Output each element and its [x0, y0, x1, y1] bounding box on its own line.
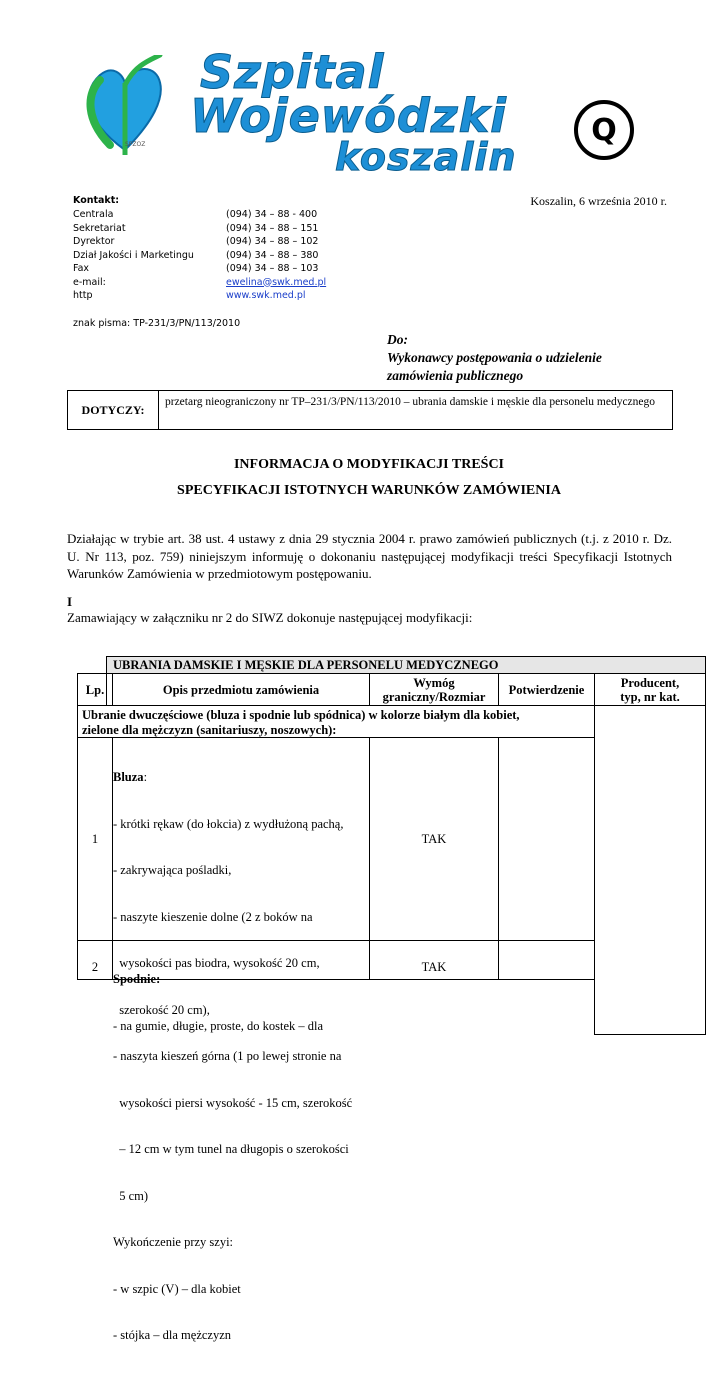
quality-mark-icon	[574, 100, 634, 160]
producer-cell	[594, 705, 706, 1035]
contact-value: (094) 34 – 88 – 151	[226, 222, 319, 234]
header-description	[112, 673, 370, 706]
group-row	[77, 705, 595, 738]
logo-line-1: Szpital	[200, 45, 385, 99]
contact-label: Sekretariat	[73, 222, 126, 234]
row-2-requirement-text: TAK	[421, 960, 447, 974]
contact-label: Centrala	[73, 209, 114, 220]
contact-row	[73, 249, 353, 262]
header-requirement	[369, 673, 499, 706]
header-confirmation-text: Potwierdzenie	[508, 682, 585, 697]
contact-row	[73, 208, 353, 221]
row-1-line: - krótki rękaw (do łokcia) z wydłużoną pachą,	[113, 816, 344, 831]
row-2-lp-text: 2	[91, 960, 99, 974]
row-1-line: – 12 cm w tym tunel na długopis o szerokości	[113, 1142, 349, 1156]
group-row-line-1: Ubranie dwuczęściowe (bluza i spodnie lub spódnica) w kolorze białym dla kobiet,	[82, 708, 520, 722]
contact-title: Kontakt:	[73, 195, 120, 206]
regarding-text: przetarg nieograniczony nr TP–231/3/PN/113/2010 – ubrania damskie i męskie dla personelu medycznego	[165, 396, 656, 408]
row-1-line: 5 cm)	[113, 1188, 149, 1203]
contact-label: Fax	[73, 263, 90, 274]
contact-row	[73, 289, 353, 302]
group-row-line-2: zielone dla mężczyzn (sanitariuszy, noszowych):	[82, 723, 337, 737]
row-1-title: Bluza	[113, 770, 144, 784]
website-link[interactable]: www.swk.med.pl	[226, 290, 306, 301]
row-1-line: - zakrywająca pośladki,	[113, 863, 232, 877]
row-1-line: szerokość 20 cm),	[113, 1002, 210, 1017]
logo-line-2: Wojewódzki	[190, 89, 507, 143]
logo-line-3: koszalin	[335, 135, 517, 179]
row-1-lp	[77, 737, 113, 941]
row-1-line: - naszyte kieszenie dolne (2 z boków na	[113, 909, 313, 924]
logo-badge: SPZOZ	[125, 141, 146, 148]
letter-date: Koszalin, 6 września 2010 r.	[530, 194, 667, 208]
header-confirmation	[498, 673, 595, 706]
row-2-line: - na gumie, długie, proste, do kostek – dla	[113, 1018, 324, 1033]
row-1-confirmation	[498, 737, 595, 941]
row-2-confirmation	[498, 940, 595, 980]
contact-value: (094) 34 – 88 – 103	[226, 263, 319, 274]
intro-paragraph: Działając w trybie art. 38 ust. 4 ustawy z dnia 29 stycznia 2004 r. prawo zamówień publicznych (t.j. z 2010 r. Dz. U. Nr 113, poz. 759) niniejszym informuję o dokonaniu następującej modyfikacji treści Specyfikacji Istotnych Warunków Zamówienia w przedmiotowym postępowaniu.	[67, 531, 672, 581]
row-1-line: - stójka – dla mężczyzn	[113, 1328, 232, 1342]
regarding-label: DOTYCZY:	[68, 391, 159, 429]
contact-value: (094) 34 – 88 - 400	[226, 209, 318, 220]
items-table	[82, 656, 706, 1342]
document-title-line-1: INFORMACJA O MODYFIKACJI TREŚCI	[233, 457, 505, 472]
contact-label: Dyrektor	[73, 236, 115, 247]
row-1-line: Wykończenie przy szyi:	[113, 1235, 234, 1249]
row-1-title-suffix: :	[143, 770, 148, 784]
contact-row	[73, 262, 353, 275]
contact-row	[73, 235, 353, 248]
hospital-logo	[80, 45, 650, 185]
header-producer-line-1: Producent,	[620, 675, 680, 690]
recipient-line-3: zamówienia publicznego	[387, 368, 524, 383]
row-1-line: wysokości piersi wysokość - 15 cm, szerokość	[113, 1095, 353, 1110]
contact-label: e-mail:	[73, 276, 106, 288]
contact-value: (094) 34 – 88 – 102	[226, 236, 319, 247]
row-2-lp	[77, 940, 113, 980]
header-producer	[594, 673, 706, 706]
row-1-line: - w szpic (V) – dla kobiet	[113, 1281, 241, 1296]
section-text: Zamawiający w załączniku nr 2 do SIWZ dokonuje następującej modyfikacji:	[67, 610, 473, 625]
table-caption	[106, 656, 706, 674]
header-lp-text: Lp.	[85, 682, 105, 697]
email-link[interactable]: ewelina@swk.med.pl	[226, 276, 327, 288]
row-2-title: Spodnie:	[113, 972, 161, 986]
row-1-requirement-text: TAK	[421, 831, 447, 846]
document-title-line-2: SPECYFIKACJI ISTOTNYCH WARUNKÓW ZAMÓWIENIA	[177, 483, 561, 498]
contact-block	[73, 194, 353, 304]
regarding-table	[67, 390, 673, 430]
reference-number: znak pisma: TP-231/3/PN/113/2010	[73, 318, 241, 329]
header-description-text: Opis przedmiotu zamówienia	[162, 682, 320, 697]
recipient-line-1: Do:	[387, 332, 408, 347]
contact-value: (094) 34 – 88 – 380	[226, 249, 319, 261]
row-2-requirement	[369, 940, 499, 980]
heart-leaf-icon	[80, 55, 170, 165]
contact-label: http	[73, 290, 93, 301]
header-lp	[77, 673, 113, 706]
section-number: I	[67, 594, 73, 609]
row-1-line: wysokości pas biodra, wysokość 20 cm,	[113, 956, 320, 970]
header-producer-line-2: typ, nr kat.	[620, 689, 680, 704]
recipient-line-2: Wykonawcy postępowania o udzielenie	[387, 350, 602, 365]
quality-mark-letter: Q	[591, 112, 617, 148]
row-1-requirement	[369, 737, 499, 941]
header-requirement-line-1: Wymóg	[413, 675, 455, 690]
contact-row	[73, 276, 353, 289]
recipient-block	[387, 331, 602, 385]
row-1-line: - naszyta kieszeń górna (1 po lewej stronie na	[113, 1049, 342, 1063]
row-1-lp-text: 1	[91, 831, 99, 846]
header-requirement-line-2: graniczny/Rozmiar	[382, 689, 486, 704]
contact-label: Dział Jakości i Marketingu	[73, 249, 194, 261]
contact-row	[73, 222, 353, 235]
table-caption-text: UBRANIA DAMSKIE I MĘSKIE DLA PERSONELU MEDYCZNEGO	[113, 658, 499, 672]
